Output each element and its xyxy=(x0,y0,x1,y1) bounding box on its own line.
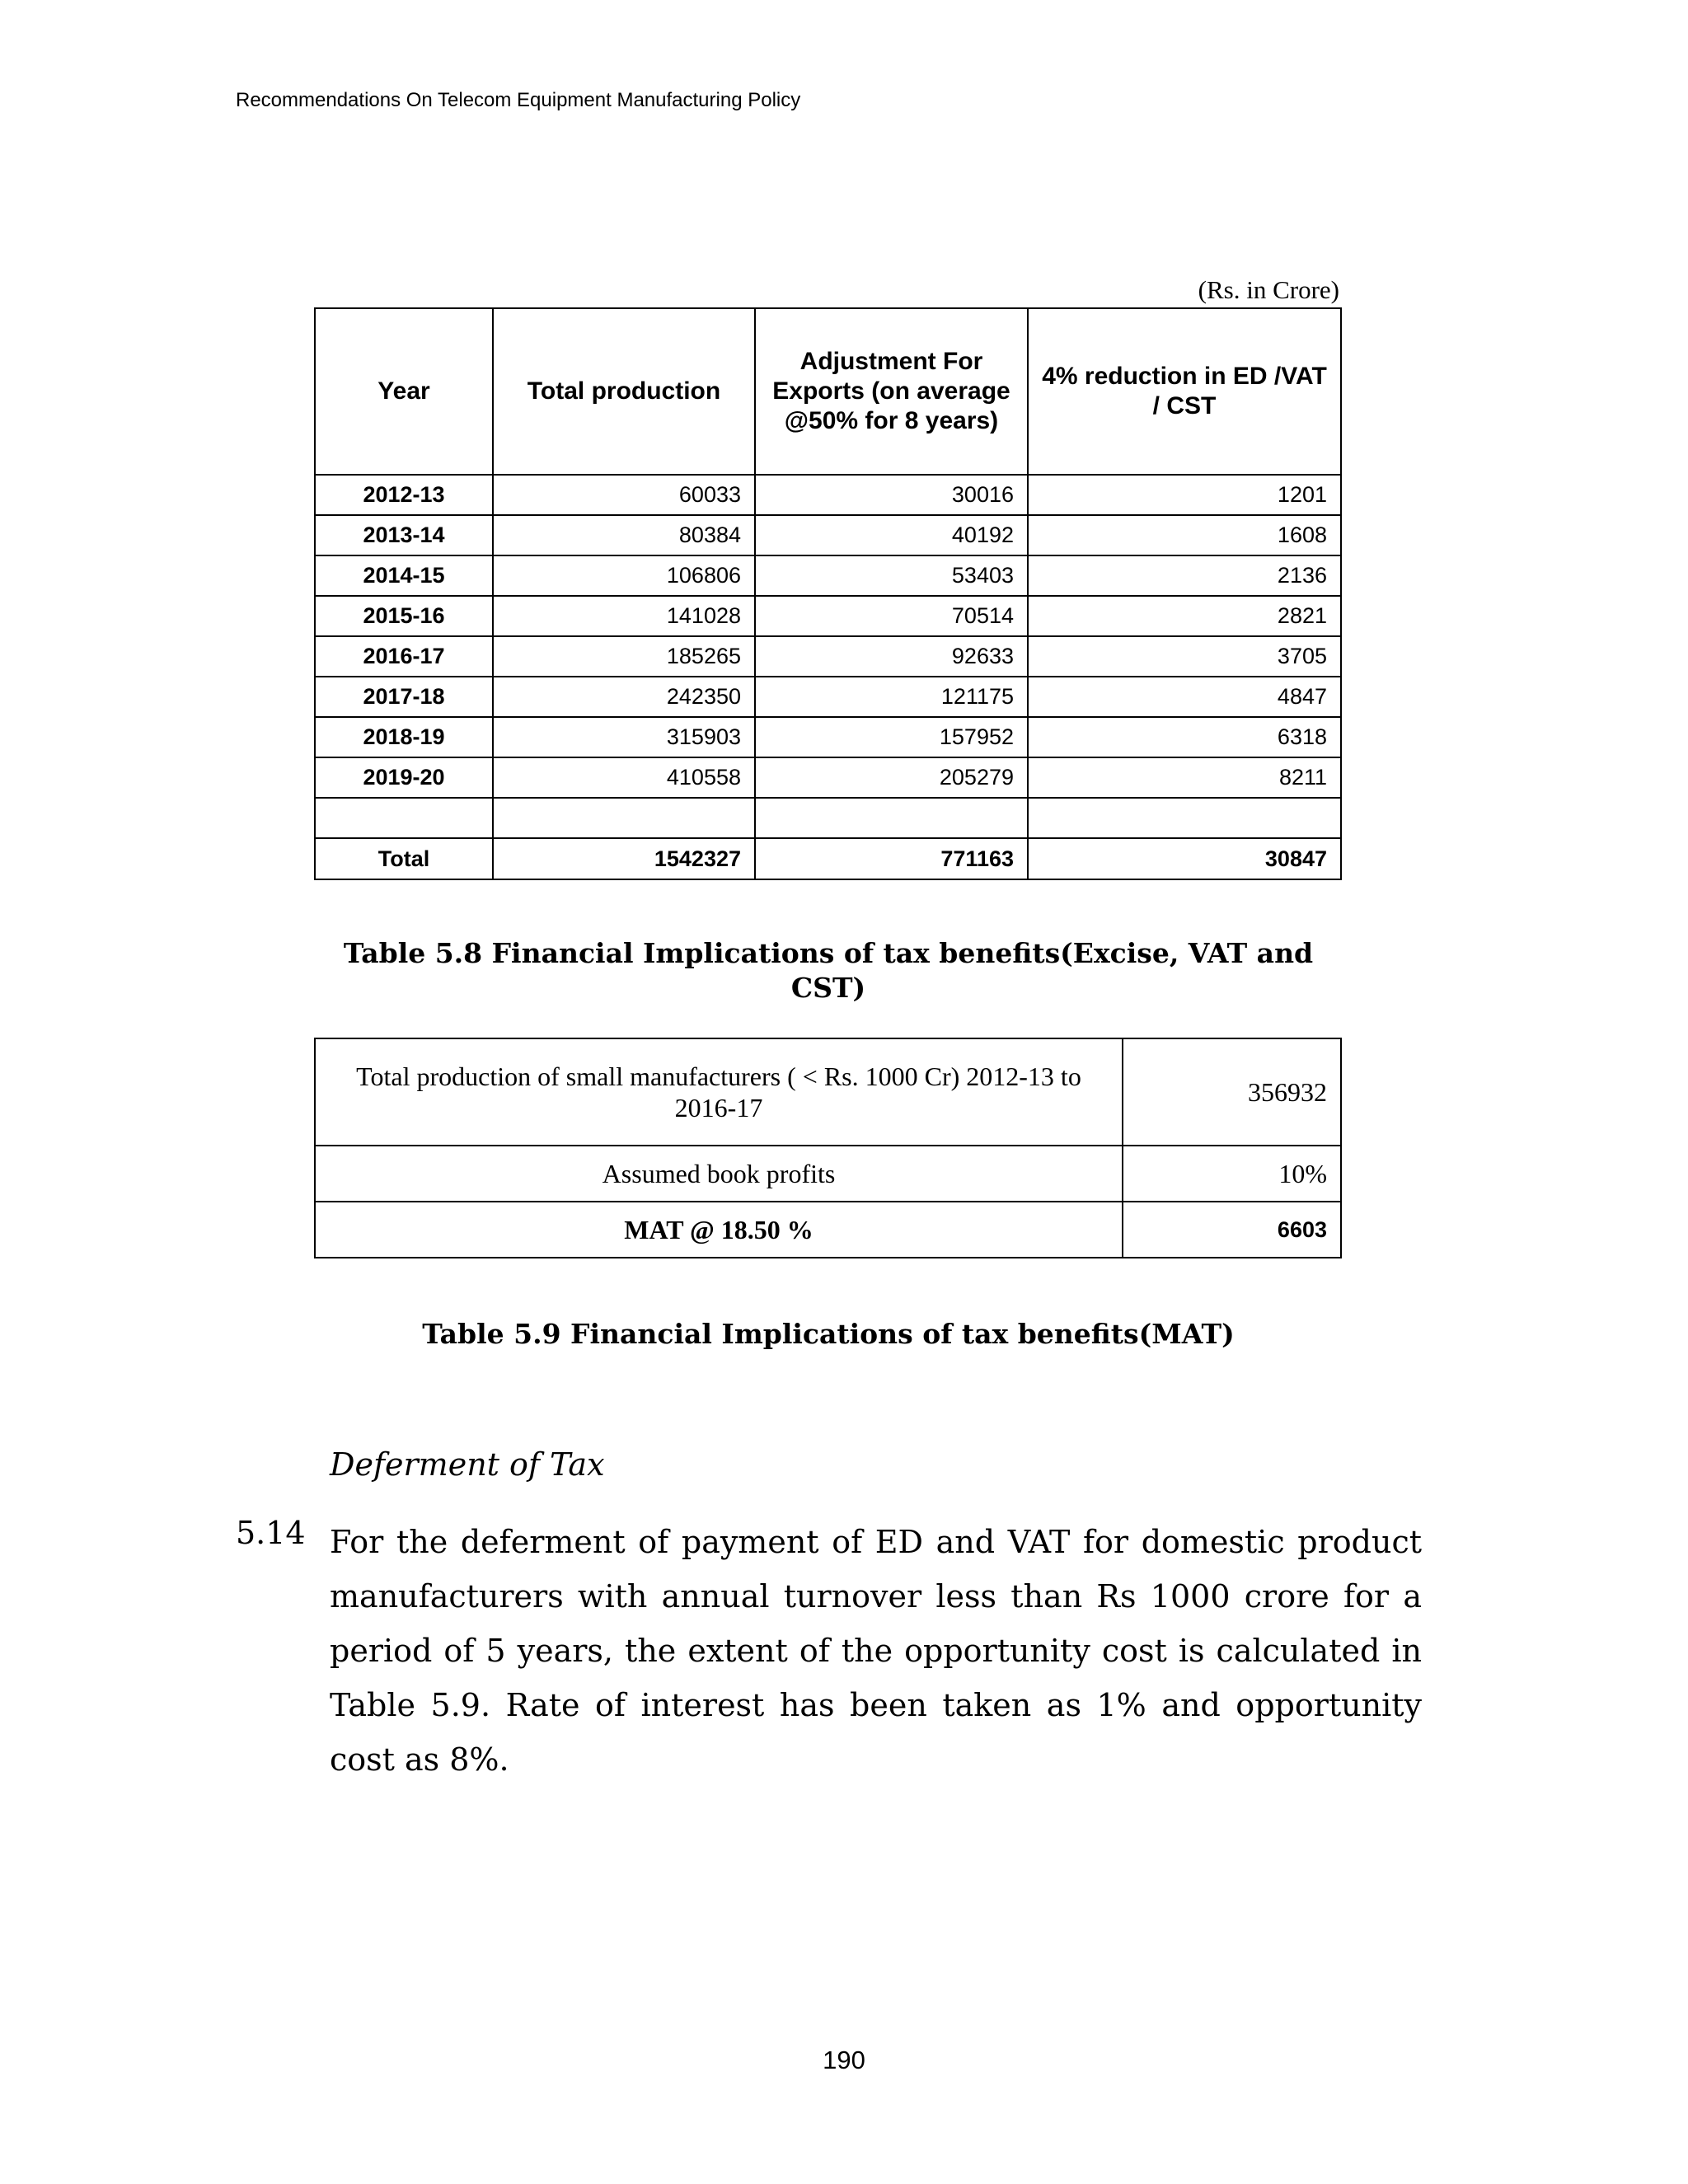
year-cell: 2016-17 xyxy=(315,636,493,677)
year-cell: 2013-14 xyxy=(315,515,493,555)
column-header: Adjustment For Exports (on average @50% for 8 years) xyxy=(755,308,1028,475)
table-row xyxy=(315,636,1341,677)
value-cell: 3705 xyxy=(1028,636,1341,677)
value-cell: 2821 xyxy=(1028,596,1341,636)
value-cell: 205279 xyxy=(755,757,1028,798)
table-caption: Table 5.8 Financial Implications of tax benefits(Excise, VAT and CST) xyxy=(343,937,1314,1004)
value-cell xyxy=(1028,798,1341,838)
value-cell: 242350 xyxy=(493,677,755,717)
value-cell: 40192 xyxy=(755,515,1028,555)
table-row xyxy=(315,717,1341,757)
value-cell: 70514 xyxy=(755,596,1028,636)
value-cell: 106806 xyxy=(493,555,755,596)
unit-note: (Rs. in Crore) xyxy=(1198,275,1339,304)
table-row xyxy=(315,757,1341,798)
year-cell: 2018-19 xyxy=(315,717,493,757)
year-cell xyxy=(315,798,493,838)
value-cell: 1608 xyxy=(1028,515,1341,555)
value-cell xyxy=(493,798,755,838)
value-cell: 2136 xyxy=(1028,555,1341,596)
value-cell: 315903 xyxy=(493,717,755,757)
table-row xyxy=(315,1038,1341,1146)
section-subheading: Deferment of Tax xyxy=(330,1446,605,1483)
year-cell: 2017-18 xyxy=(315,677,493,717)
total-row xyxy=(315,838,1341,879)
production-table xyxy=(314,307,1342,880)
total-cell: 30847 xyxy=(1028,838,1341,879)
table-row xyxy=(315,677,1341,717)
value-cell: 80384 xyxy=(493,515,755,555)
page-number: 190 xyxy=(823,2046,865,2074)
year-cell: 2014-15 xyxy=(315,555,493,596)
column-header: Total production xyxy=(493,308,755,475)
table-row xyxy=(315,515,1341,555)
mat-table xyxy=(314,1038,1342,1258)
running-header: Recommendations On Telecom Equipment Manufacturing Policy xyxy=(236,89,801,111)
total-label: Total xyxy=(315,838,493,879)
year-cell: 2015-16 xyxy=(315,596,493,636)
table-row xyxy=(315,1202,1341,1258)
value-cell: 60033 xyxy=(493,475,755,515)
value-cell: 410558 xyxy=(493,757,755,798)
value-cell: 1201 xyxy=(1028,475,1341,515)
value-cell: 121175 xyxy=(755,677,1028,717)
value-cell: 30016 xyxy=(755,475,1028,515)
value-cell: 4847 xyxy=(1028,677,1341,717)
paragraph-body: For the deferment of payment of ED and VAT for domestic product manufacturers with annual turnover less than Rs 1000 crore for a period of 5 years, the extent of the opportunity cost is calculated in Table 5.9. Rate of interest has been taken as 1% and opportunity cost as 8%. xyxy=(330,1524,1422,1778)
value-cell: 157952 xyxy=(755,717,1028,757)
column-header: Year xyxy=(315,308,493,475)
value-cell xyxy=(755,798,1028,838)
table-row-empty xyxy=(315,798,1341,838)
table-row xyxy=(315,1146,1341,1202)
table-row xyxy=(315,596,1341,636)
paragraph-number: 5.14 xyxy=(236,1515,306,1551)
column-header: 4% reduction in ED /VAT / CST xyxy=(1028,308,1341,475)
label-cell: Assumed book profits xyxy=(315,1146,1123,1202)
value-cell: 185265 xyxy=(493,636,755,677)
value-cell: 6603 xyxy=(1123,1202,1341,1258)
table-row xyxy=(315,555,1341,596)
value-cell: 356932 xyxy=(1123,1038,1341,1146)
value-cell: 8211 xyxy=(1028,757,1341,798)
year-cell: 2012-13 xyxy=(315,475,493,515)
label-cell: Total production of small manufacturers ( < Rs. 1000 Cr) 2012-13 to 2016-17 xyxy=(315,1038,1123,1146)
total-cell: 1542327 xyxy=(493,838,755,879)
value-cell: 10% xyxy=(1123,1146,1341,1202)
label-cell: MAT @ 18.50 % xyxy=(315,1202,1123,1258)
year-cell: 2019-20 xyxy=(315,757,493,798)
total-cell: 771163 xyxy=(755,838,1028,879)
table-row xyxy=(315,475,1341,515)
value-cell: 6318 xyxy=(1028,717,1341,757)
value-cell: 141028 xyxy=(493,596,755,636)
value-cell: 53403 xyxy=(755,555,1028,596)
table-caption: Table 5.9 Financial Implications of tax benefits(MAT) xyxy=(422,1318,1235,1350)
table-header-row xyxy=(315,308,1341,475)
value-cell: 92633 xyxy=(755,636,1028,677)
